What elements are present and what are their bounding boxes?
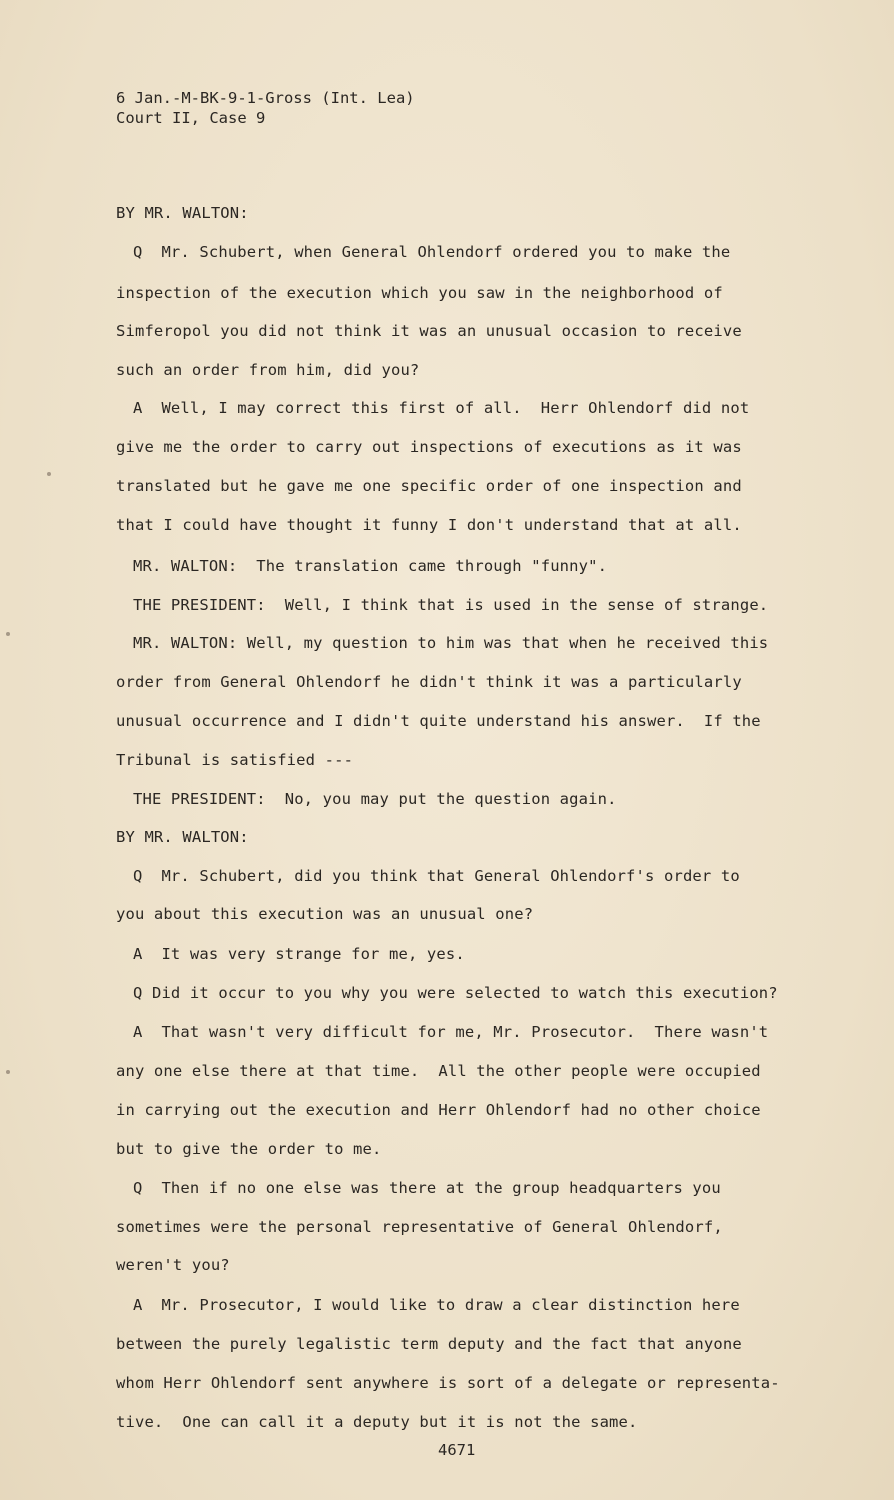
text-line: THE PRESIDENT: No, you may put the question again.: [133, 790, 617, 808]
paper-speck: [6, 1070, 10, 1074]
text-line: BY MR. WALTON:: [116, 828, 249, 846]
document-header: [116, 88, 415, 128]
text-line: unusual occurrence and I didn't quite understand his answer. If the: [116, 712, 761, 730]
text-line: MR. WALTON: The translation came through "funny".: [133, 557, 608, 575]
text-line: weren't you?: [116, 1256, 230, 1274]
text-line: Tribunal is satisfied ---: [116, 751, 354, 769]
page-number: 4671: [438, 1441, 476, 1459]
text-line: order from General Ohlendorf he didn't think it was a particularly: [116, 673, 742, 691]
text-line: Q Mr. Schubert, did you think that General Ohlendorf's order to: [133, 867, 740, 885]
text-line: sometimes were the personal representative of General Ohlendorf,: [116, 1218, 723, 1236]
text-line: translated but he gave me one specific order of one inspection and: [116, 477, 742, 495]
text-line: Q Mr. Schubert, when General Ohlendorf ordered you to make the: [133, 243, 731, 261]
text-line: A Well, I may correct this first of all. Herr Ohlendorf did not: [133, 399, 750, 417]
text-line: but to give the order to me.: [116, 1140, 382, 1158]
text-line: in carrying out the execution and Herr Ohlendorf had no other choice: [116, 1101, 761, 1119]
text-line: between the purely legalistic term deputy and the fact that anyone: [116, 1335, 742, 1353]
header-line-1: 6 Jan.-M-BK-9-1-Gross (Int. Lea): [116, 89, 415, 107]
paper-speck: [6, 632, 10, 636]
text-line: A It was very strange for me, yes.: [133, 945, 465, 963]
text-line: THE PRESIDENT: Well, I think that is used in the sense of strange.: [133, 596, 769, 614]
text-line: inspection of the execution which you saw in the neighborhood of: [116, 284, 723, 302]
header-line-2: Court II, Case 9: [116, 109, 266, 127]
text-line: tive. One can call it a deputy but it is not the same.: [116, 1413, 638, 1431]
text-line: any one else there at that time. All the other people were occupied: [116, 1062, 761, 1080]
text-line: give me the order to carry out inspections of executions as it was: [116, 438, 742, 456]
text-line: that I could have thought it funny I don't understand that at all.: [116, 516, 742, 534]
text-line: you about this execution was an unusual one?: [116, 905, 534, 923]
text-line: Q Did it occur to you why you were selected to watch this execution?: [133, 984, 778, 1002]
text-line: MR. WALTON: Well, my question to him was that when he received this: [133, 634, 769, 652]
text-line: BY MR. WALTON:: [116, 204, 249, 222]
text-line: such an order from him, did you?: [116, 361, 420, 379]
text-line: whom Herr Ohlendorf sent anywhere is sort of a delegate or representa-: [116, 1374, 780, 1392]
text-line: Q Then if no one else was there at the group headquarters you: [133, 1179, 721, 1197]
paper-speck: [47, 472, 51, 476]
text-line: A Mr. Prosecutor, I would like to draw a clear distinction here: [133, 1296, 740, 1314]
text-line: Simferopol you did not think it was an unusual occasion to receive: [116, 322, 742, 340]
text-line: A That wasn't very difficult for me, Mr. Prosecutor. There wasn't: [133, 1023, 769, 1041]
